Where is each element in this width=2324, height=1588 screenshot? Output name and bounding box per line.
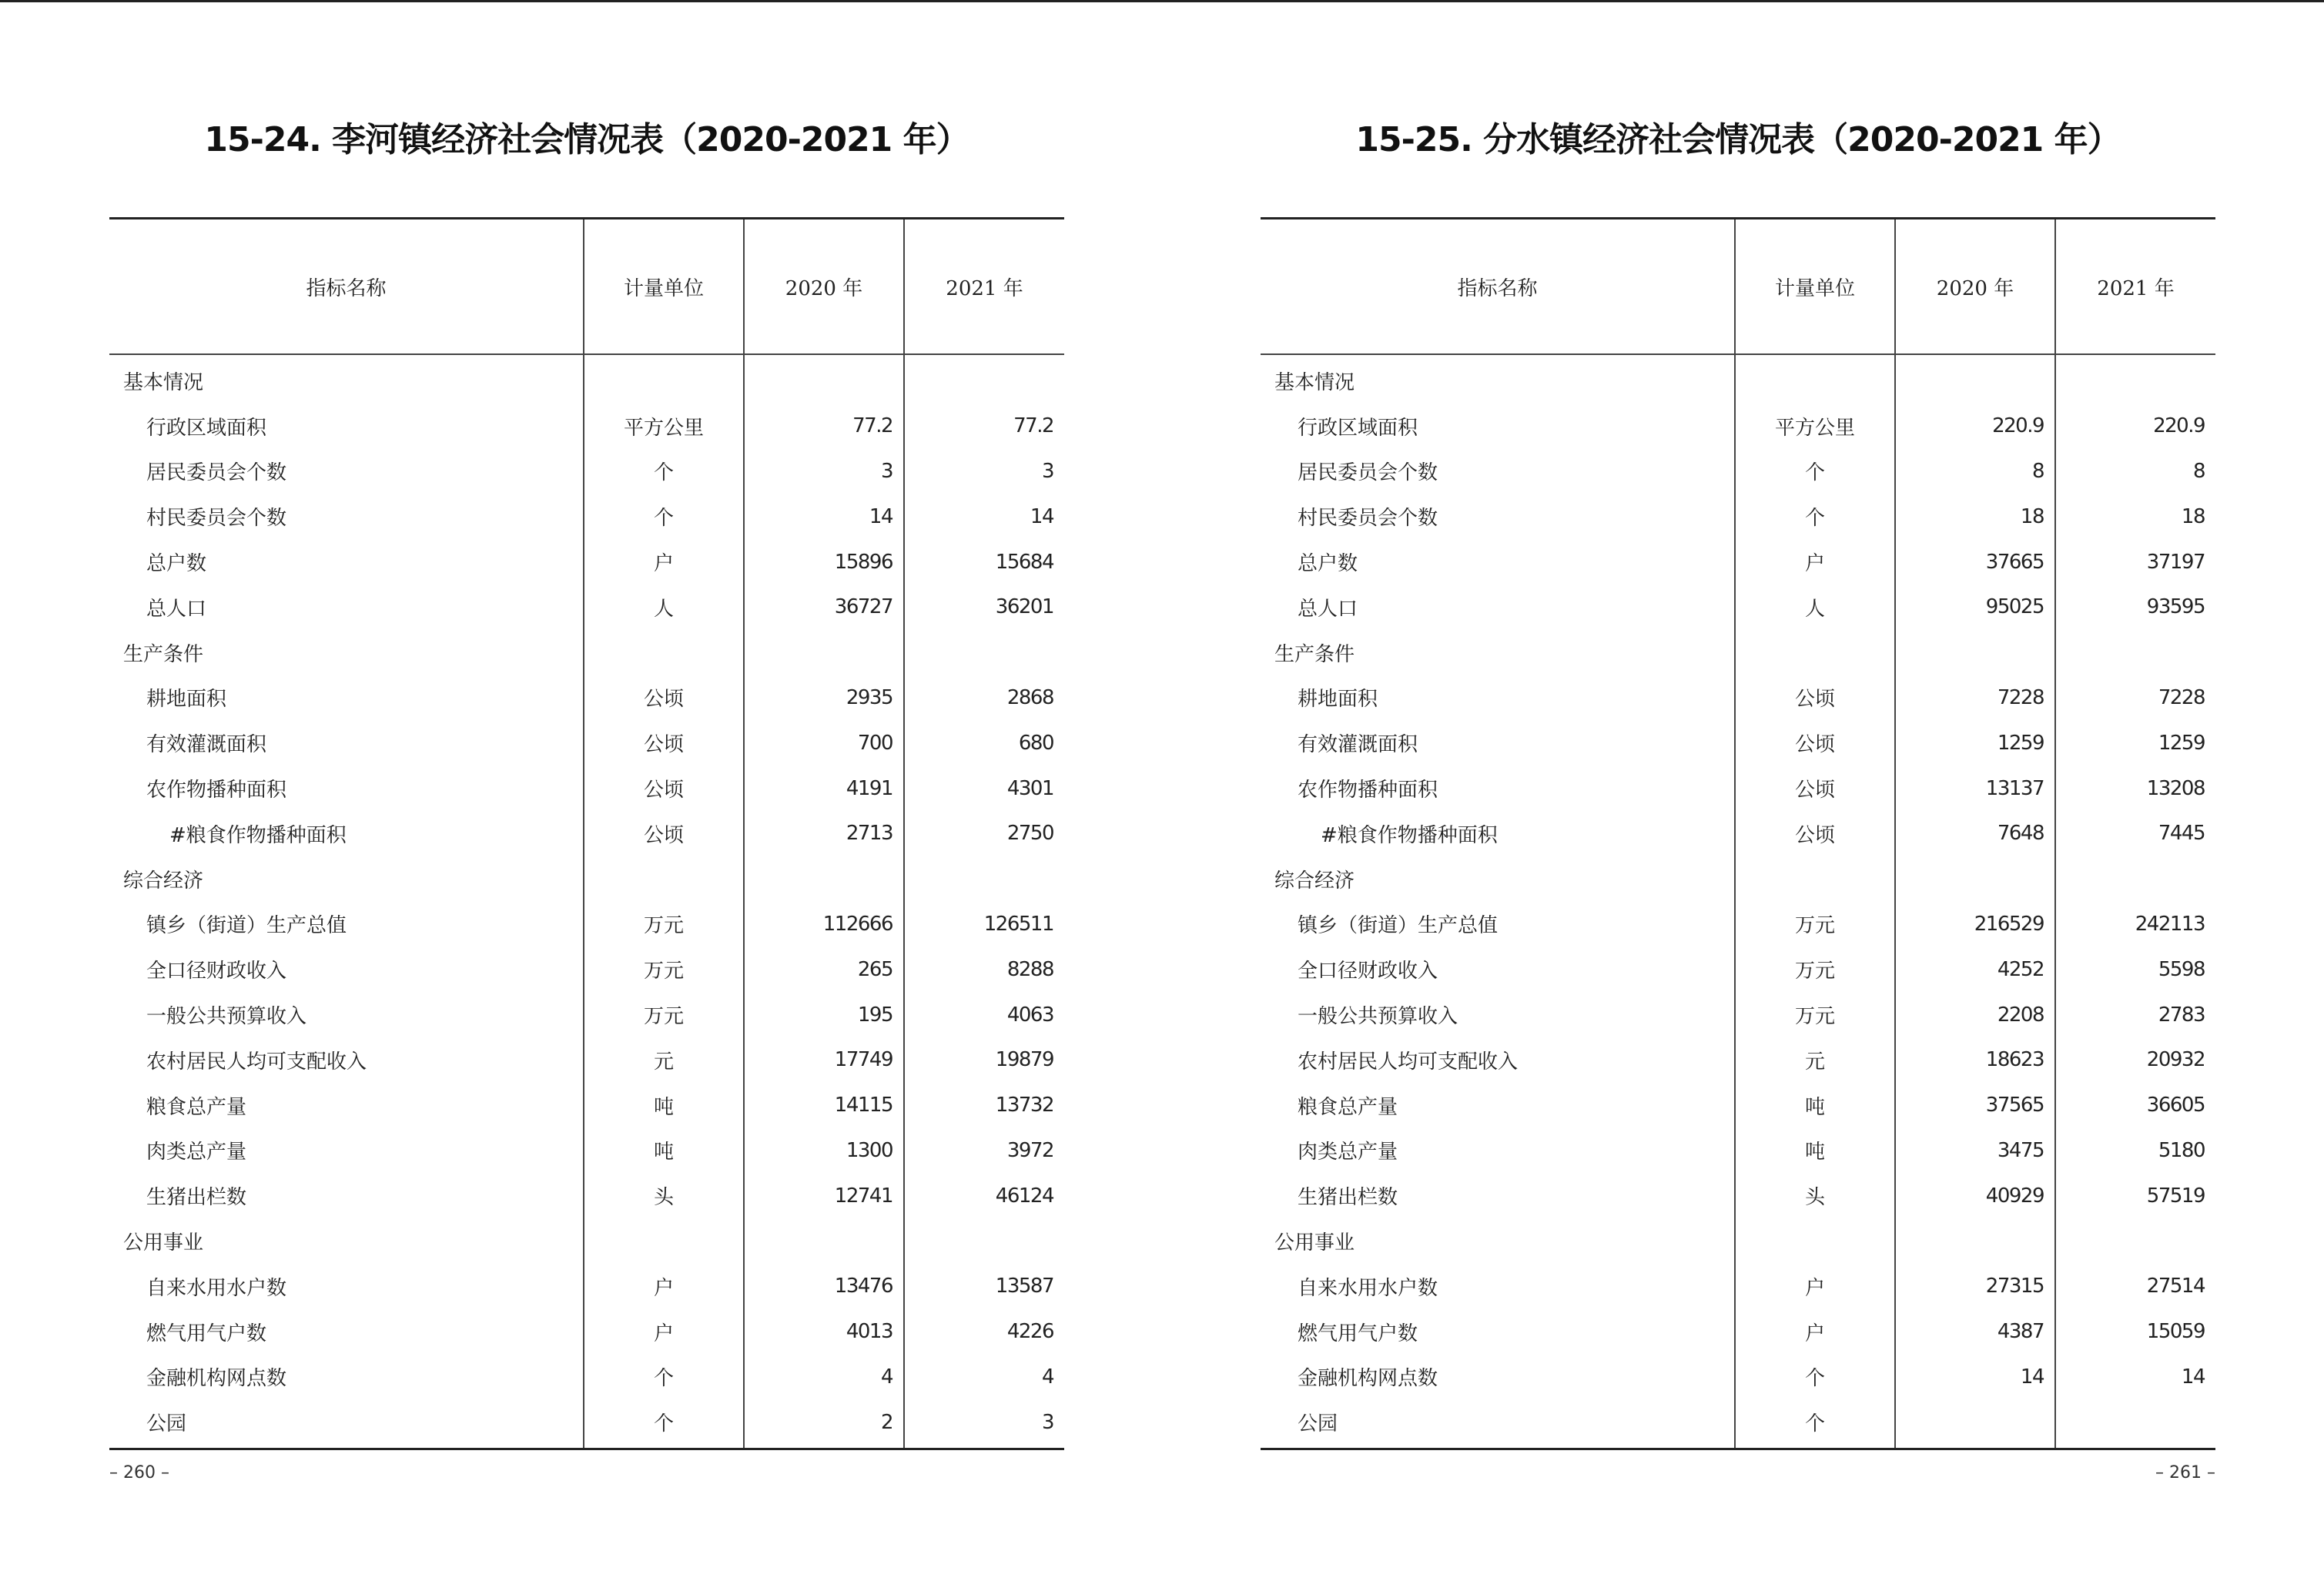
section-label: 基本情况 — [1274, 370, 1355, 394]
indicator-name: 镇乡（街道）生产总值 — [1298, 914, 1499, 938]
table-row — [109, 1083, 1064, 1128]
section-row — [109, 630, 1064, 675]
page-left — [109, 0, 1064, 1588]
value-2020 — [1895, 354, 2055, 404]
indicator-name: 村民委员会个数 — [146, 507, 287, 531]
indicator-name: 生猪出栏数 — [146, 1186, 247, 1210]
value-2021: 680 — [904, 720, 1064, 766]
value-2021: 46124 — [904, 1173, 1064, 1218]
indicator-name: 农作物播种面积 — [1298, 779, 1438, 802]
indicator-name: 行政区域面积 — [1298, 416, 1418, 440]
table-row — [1261, 449, 2215, 494]
value-2020: 112666 — [744, 902, 904, 947]
unit-cell — [1735, 856, 1895, 902]
value-2021: 8288 — [904, 946, 1064, 992]
value-2020: 3 — [744, 449, 904, 494]
header-indicator-name: 指标名称 — [1261, 219, 1735, 355]
unit-cell: 个 — [1735, 449, 1895, 494]
indicator-name: 农作物播种面积 — [146, 779, 287, 802]
unit-cell: 公顷 — [584, 766, 744, 811]
value-2021: 27514 — [2055, 1264, 2215, 1309]
value-2021: 220.9 — [2055, 404, 2215, 449]
value-2020: 4252 — [1895, 946, 2055, 992]
value-2021 — [2055, 1399, 2215, 1449]
unit-cell — [1735, 630, 1895, 675]
indicator-name: 全口径财政收入 — [1298, 960, 1438, 983]
value-2020: 18623 — [1895, 1037, 2055, 1083]
unit-cell: 万元 — [584, 902, 744, 947]
value-2020: 216529 — [1895, 902, 2055, 947]
unit-cell: 公顷 — [1735, 766, 1895, 811]
table-row — [109, 585, 1064, 630]
value-2020: 13137 — [1895, 766, 2055, 811]
unit-cell: 元 — [584, 1037, 744, 1083]
section-label: 公用事业 — [1274, 1231, 1355, 1255]
table-row — [109, 404, 1064, 449]
table-row — [1261, 675, 2215, 721]
indicator-name: 一般公共预算收入 — [146, 1005, 307, 1029]
indicator-name: 居民委员会个数 — [1298, 461, 1438, 485]
table-row — [1261, 1037, 2215, 1083]
value-2020: 40929 — [1895, 1173, 2055, 1218]
table-row — [109, 1173, 1064, 1218]
value-2020: 14115 — [744, 1083, 904, 1128]
unit-cell: 个 — [584, 1399, 744, 1449]
table-row — [109, 1309, 1064, 1355]
indicator-name: 有效灌溉面积 — [146, 733, 267, 757]
section-row — [1261, 354, 2215, 404]
unit-cell: 户 — [584, 1309, 744, 1355]
table-row — [109, 1355, 1064, 1400]
table-header-row — [1261, 219, 2215, 355]
unit-cell: 户 — [1735, 1264, 1895, 1309]
value-2020: 1300 — [744, 1128, 904, 1174]
unit-cell: 户 — [1735, 1309, 1895, 1355]
value-2020: 15896 — [744, 539, 904, 585]
table-row — [109, 946, 1064, 992]
value-2021: 7228 — [2055, 675, 2215, 721]
value-2021 — [904, 856, 1064, 902]
value-2021: 13587 — [904, 1264, 1064, 1309]
table-row — [109, 902, 1064, 947]
table-row — [1261, 1264, 2215, 1309]
table-row — [1261, 539, 2215, 585]
indicator-name: 耕地面积 — [1298, 688, 1378, 712]
table-row — [109, 811, 1064, 856]
value-2021: 2750 — [904, 811, 1064, 856]
value-2020: 4 — [744, 1355, 904, 1400]
value-2021: 4226 — [904, 1309, 1064, 1355]
table-row — [1261, 902, 2215, 947]
value-2021: 13208 — [2055, 766, 2215, 811]
indicator-name: 一般公共预算收入 — [1298, 1005, 1458, 1029]
unit-cell: 平方公里 — [1735, 404, 1895, 449]
value-2020: 13476 — [744, 1264, 904, 1309]
value-2021: 2783 — [2055, 992, 2215, 1037]
value-2020: 27315 — [1895, 1264, 2055, 1309]
section-label: 综合经济 — [1274, 869, 1355, 893]
header-indicator-name: 指标名称 — [109, 219, 584, 355]
page-right — [1261, 0, 2215, 1588]
section-label: 综合经济 — [123, 869, 204, 893]
table-row — [1261, 811, 2215, 856]
indicator-name: 总人口 — [146, 597, 207, 621]
unit-cell: 个 — [1735, 494, 1895, 539]
section-row — [1261, 630, 2215, 675]
table-row — [1261, 992, 2215, 1037]
table-row — [109, 494, 1064, 539]
indicator-name: 公园 — [1298, 1412, 1338, 1436]
section-label: 生产条件 — [1274, 642, 1355, 666]
value-2021: 242113 — [2055, 902, 2215, 947]
value-2020: 37565 — [1895, 1083, 2055, 1128]
section-label: 基本情况 — [123, 370, 204, 394]
table-row — [1261, 494, 2215, 539]
value-2021: 5598 — [2055, 946, 2215, 992]
section-row — [1261, 856, 2215, 902]
section-row — [109, 1218, 1064, 1264]
value-2020: 3475 — [1895, 1128, 2055, 1174]
table-header-row — [109, 219, 1064, 355]
table-row — [1261, 404, 2215, 449]
unit-cell: 吨 — [584, 1083, 744, 1128]
indicator-name: 行政区域面积 — [146, 416, 267, 440]
table-row — [109, 1399, 1064, 1449]
table-row — [1261, 766, 2215, 811]
section-row — [109, 354, 1064, 404]
header-year-2020: 2020 年 — [1895, 219, 2055, 355]
indicator-name: 镇乡（街道）生产总值 — [146, 914, 347, 938]
value-2020: 95025 — [1895, 585, 2055, 630]
value-2021: 1259 — [2055, 720, 2215, 766]
unit-cell: 万元 — [1735, 902, 1895, 947]
stats-table — [1261, 217, 2215, 1450]
unit-cell: 吨 — [1735, 1128, 1895, 1174]
value-2020: 36727 — [744, 585, 904, 630]
value-2020: 700 — [744, 720, 904, 766]
value-2020 — [744, 354, 904, 404]
value-2020: 2 — [744, 1399, 904, 1449]
indicator-name: 总户数 — [1298, 552, 1358, 576]
section-label: 公用事业 — [123, 1231, 204, 1255]
value-2021: 15059 — [2055, 1309, 2215, 1355]
value-2020 — [744, 856, 904, 902]
indicator-name: 农村居民人均可支配收入 — [146, 1050, 367, 1074]
value-2020: 1259 — [1895, 720, 2055, 766]
value-2020: 2208 — [1895, 992, 2055, 1037]
indicator-name: 居民委员会个数 — [146, 461, 287, 485]
value-2021: 14 — [2055, 1355, 2215, 1400]
page-number: – 261 – — [2155, 1463, 2215, 1482]
value-2021: 36201 — [904, 585, 1064, 630]
page-number: – 260 – — [109, 1463, 169, 1482]
unit-cell: 个 — [1735, 1355, 1895, 1400]
indicator-name: 燃气用气户数 — [146, 1322, 267, 1345]
value-2020 — [744, 1218, 904, 1264]
unit-cell: 个 — [584, 494, 744, 539]
indicator-name: 肉类总产量 — [146, 1141, 247, 1164]
section-label: 生产条件 — [123, 642, 204, 666]
value-2020: 2713 — [744, 811, 904, 856]
unit-cell: 万元 — [584, 992, 744, 1037]
unit-cell — [584, 1218, 744, 1264]
table-row — [1261, 585, 2215, 630]
header-unit: 计量单位 — [584, 219, 744, 355]
unit-cell: 万元 — [584, 946, 744, 992]
table-row — [109, 449, 1064, 494]
unit-cell: 公顷 — [584, 720, 744, 766]
value-2021: 19879 — [904, 1037, 1064, 1083]
value-2021: 36605 — [2055, 1083, 2215, 1128]
value-2021: 3 — [904, 1399, 1064, 1449]
value-2020: 77.2 — [744, 404, 904, 449]
table-body — [1261, 354, 2215, 1449]
value-2021: 3 — [904, 449, 1064, 494]
indicator-name: #粮食作物播种面积 — [1321, 823, 1498, 847]
unit-cell — [1735, 354, 1895, 404]
table-row — [109, 720, 1064, 766]
indicator-name: 金融机构网点数 — [1298, 1367, 1438, 1391]
value-2020 — [744, 630, 904, 675]
unit-cell: 公顷 — [1735, 811, 1895, 856]
stats-table — [109, 217, 1064, 1450]
value-2021: 14 — [904, 494, 1064, 539]
table-row — [109, 1264, 1064, 1309]
value-2020: 7228 — [1895, 675, 2055, 721]
value-2021: 4 — [904, 1355, 1064, 1400]
value-2020: 195 — [744, 992, 904, 1037]
indicator-name: 自来水用水户数 — [146, 1276, 287, 1300]
value-2020: 12741 — [744, 1173, 904, 1218]
value-2020: 37665 — [1895, 539, 2055, 585]
value-2021: 77.2 — [904, 404, 1064, 449]
value-2020: 8 — [1895, 449, 2055, 494]
value-2020: 18 — [1895, 494, 2055, 539]
value-2021: 5180 — [2055, 1128, 2215, 1174]
header-unit: 计量单位 — [1735, 219, 1895, 355]
value-2020: 14 — [1895, 1355, 2055, 1400]
table-row — [109, 1037, 1064, 1083]
unit-cell: 平方公里 — [584, 404, 744, 449]
table-row — [109, 675, 1064, 721]
indicator-name: 粮食总产量 — [146, 1095, 247, 1119]
table-row — [1261, 1173, 2215, 1218]
unit-cell: 公顷 — [1735, 675, 1895, 721]
value-2021: 57519 — [2055, 1173, 2215, 1218]
unit-cell: 头 — [584, 1173, 744, 1218]
value-2021: 93595 — [2055, 585, 2215, 630]
value-2021 — [904, 1218, 1064, 1264]
unit-cell: 户 — [584, 1264, 744, 1309]
unit-cell: 个 — [584, 449, 744, 494]
table-row — [1261, 1355, 2215, 1400]
indicator-name: 金融机构网点数 — [146, 1367, 287, 1391]
value-2021: 3972 — [904, 1128, 1064, 1174]
value-2020: 2935 — [744, 675, 904, 721]
value-2021 — [904, 630, 1064, 675]
value-2020: 17749 — [744, 1037, 904, 1083]
table-body — [109, 354, 1064, 1449]
indicator-name: 生猪出栏数 — [1298, 1186, 1398, 1210]
value-2020: 4191 — [744, 766, 904, 811]
value-2020: 265 — [744, 946, 904, 992]
unit-cell — [584, 630, 744, 675]
value-2021: 8 — [2055, 449, 2215, 494]
table-row — [1261, 1309, 2215, 1355]
value-2020: 4387 — [1895, 1309, 2055, 1355]
indicator-name: 有效灌溉面积 — [1298, 733, 1418, 757]
table-row — [109, 766, 1064, 811]
indicator-name: 公园 — [146, 1412, 187, 1436]
section-row — [109, 856, 1064, 902]
table-row — [1261, 946, 2215, 992]
unit-cell: 人 — [1735, 585, 1895, 630]
indicator-name: 燃气用气户数 — [1298, 1322, 1418, 1345]
value-2021: 15684 — [904, 539, 1064, 585]
value-2021: 37197 — [2055, 539, 2215, 585]
value-2021: 4063 — [904, 992, 1064, 1037]
value-2021 — [904, 354, 1064, 404]
unit-cell — [1735, 1218, 1895, 1264]
table-row — [1261, 1128, 2215, 1174]
header-year-2021: 2021 年 — [2055, 219, 2215, 355]
value-2020 — [1895, 630, 2055, 675]
header-year-2020: 2020 年 — [744, 219, 904, 355]
indicator-name: 总户数 — [146, 552, 207, 576]
table-row — [109, 539, 1064, 585]
value-2021: 2868 — [904, 675, 1064, 721]
table-row — [109, 992, 1064, 1037]
header-year-2021: 2021 年 — [904, 219, 1064, 355]
value-2021: 20932 — [2055, 1037, 2215, 1083]
unit-cell: 人 — [584, 585, 744, 630]
unit-cell: 万元 — [1735, 946, 1895, 992]
value-2021 — [2055, 1218, 2215, 1264]
indicator-name: 全口径财政收入 — [146, 960, 287, 983]
table-title: 15-25. 分水镇经济社会情况表（2020-2021 年） — [1355, 120, 2121, 159]
table-row — [1261, 720, 2215, 766]
unit-cell: 公顷 — [584, 675, 744, 721]
indicator-name: 自来水用水户数 — [1298, 1276, 1438, 1300]
value-2021: 126511 — [904, 902, 1064, 947]
unit-cell: 吨 — [1735, 1083, 1895, 1128]
unit-cell: 户 — [1735, 539, 1895, 585]
indicator-name: 农村居民人均可支配收入 — [1298, 1050, 1519, 1074]
unit-cell: 个 — [1735, 1399, 1895, 1449]
value-2020: 14 — [744, 494, 904, 539]
unit-cell: 个 — [584, 1355, 744, 1400]
value-2021: 18 — [2055, 494, 2215, 539]
unit-cell: 公顷 — [584, 811, 744, 856]
unit-cell: 吨 — [584, 1128, 744, 1174]
value-2020 — [1895, 1218, 2055, 1264]
unit-cell: 元 — [1735, 1037, 1895, 1083]
indicator-name: 肉类总产量 — [1298, 1141, 1398, 1164]
unit-cell — [584, 354, 744, 404]
indicator-name: 耕地面积 — [146, 688, 227, 712]
unit-cell: 万元 — [1735, 992, 1895, 1037]
indicator-name: 村民委员会个数 — [1298, 507, 1438, 531]
value-2021 — [2055, 856, 2215, 902]
unit-cell — [584, 856, 744, 902]
indicator-name: 粮食总产量 — [1298, 1095, 1398, 1119]
value-2020: 4013 — [744, 1309, 904, 1355]
section-row — [1261, 1218, 2215, 1264]
value-2020 — [1895, 1399, 2055, 1449]
table-row — [1261, 1083, 2215, 1128]
value-2020 — [1895, 856, 2055, 902]
value-2020: 220.9 — [1895, 404, 2055, 449]
value-2021 — [2055, 630, 2215, 675]
value-2021 — [2055, 354, 2215, 404]
value-2020: 7648 — [1895, 811, 2055, 856]
indicator-name: 总人口 — [1298, 597, 1358, 621]
table-row — [109, 1128, 1064, 1174]
unit-cell: 公顷 — [1735, 720, 1895, 766]
table-title: 15-24. 李河镇经济社会情况表（2020-2021 年） — [204, 120, 969, 159]
unit-cell: 头 — [1735, 1173, 1895, 1218]
value-2021: 4301 — [904, 766, 1064, 811]
value-2021: 7445 — [2055, 811, 2215, 856]
value-2021: 13732 — [904, 1083, 1064, 1128]
unit-cell: 户 — [584, 539, 744, 585]
table-row — [1261, 1399, 2215, 1449]
indicator-name: #粮食作物播种面积 — [169, 823, 347, 847]
